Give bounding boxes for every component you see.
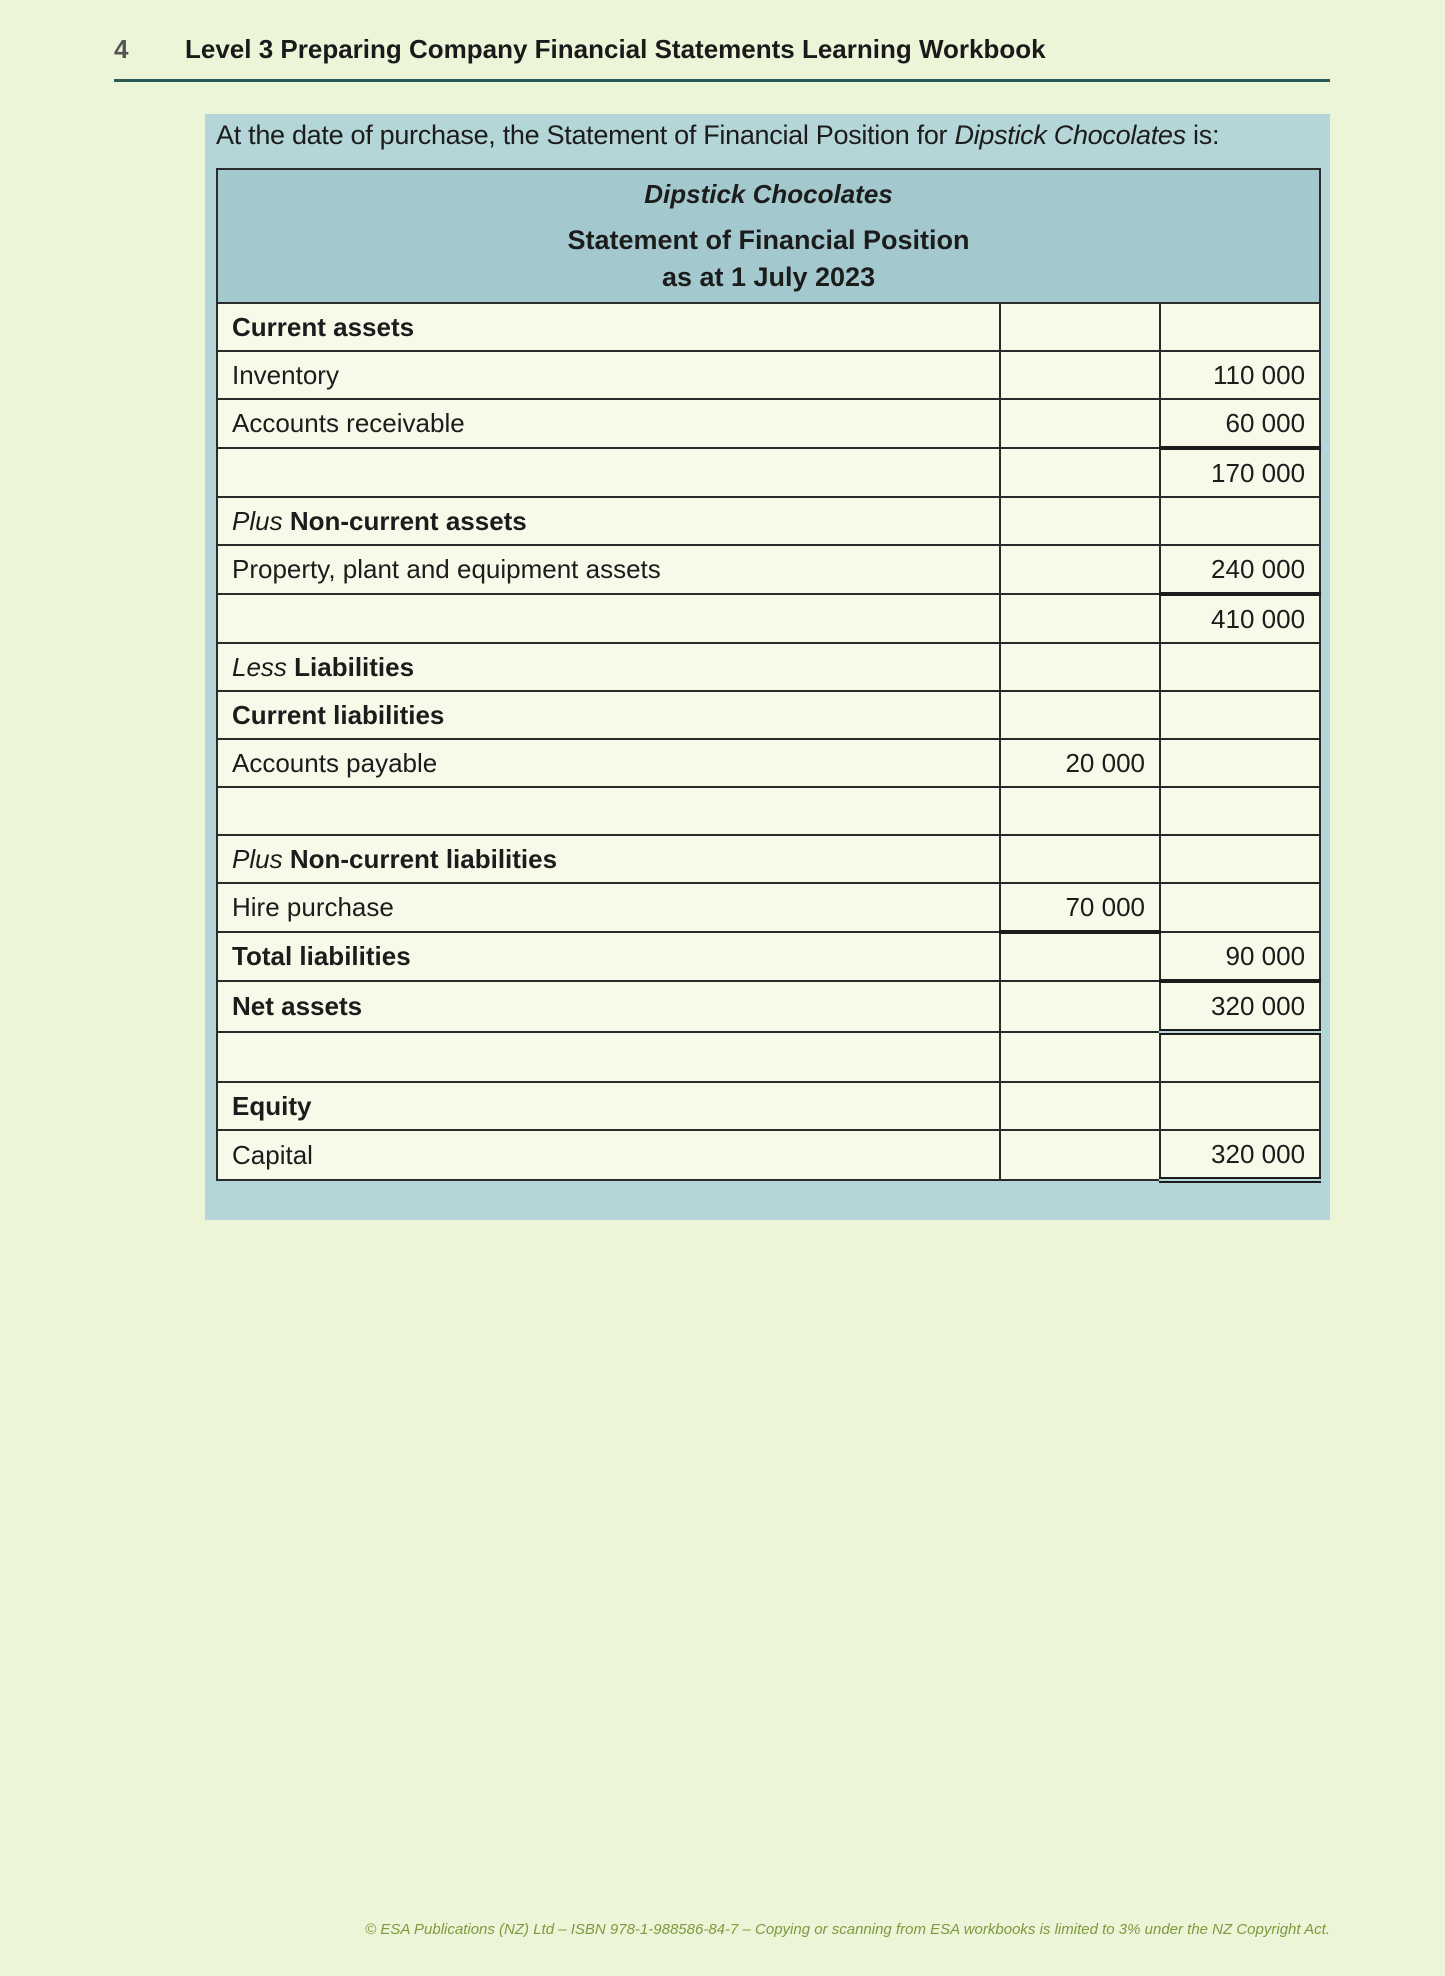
- row-label: Hire purchase: [217, 883, 1000, 932]
- row-col1: [1000, 497, 1160, 545]
- row-col1: [1000, 1032, 1160, 1082]
- row-col1: [1000, 303, 1160, 351]
- row-label: Current liabilities: [217, 691, 1000, 739]
- statement-panel: [205, 114, 1330, 1220]
- row-label: [217, 448, 1000, 497]
- row-prefix: Plus: [232, 843, 283, 874]
- row-label: Net assets: [217, 981, 1000, 1032]
- page-header: [114, 28, 1330, 82]
- row-col2: [1160, 1032, 1320, 1082]
- table-row: [217, 787, 1320, 835]
- row-col1: [1000, 932, 1160, 981]
- row-col1: [1000, 835, 1160, 883]
- row-label: Property, plant and equipment assets: [217, 545, 1000, 594]
- row-label: [217, 787, 1000, 835]
- row-col1: [1000, 594, 1160, 643]
- row-col2: [1160, 691, 1320, 739]
- row-label: [217, 1032, 1000, 1082]
- row-label: Capital: [217, 1130, 1000, 1180]
- row-col2: [1160, 497, 1320, 545]
- row-col1: [1000, 448, 1160, 497]
- row-label-text: Non-current liabilities: [289, 843, 558, 874]
- row-col2: 320 000: [1160, 981, 1320, 1032]
- row-label: Equity: [217, 1082, 1000, 1130]
- row-col2: 170 000: [1160, 448, 1320, 497]
- table-row: [217, 981, 1320, 1032]
- row-prefix: Plus: [232, 505, 283, 536]
- book-title: Level 3 Preparing Company Financial Statements Learning Workbook: [185, 34, 1046, 64]
- row-col2: [1160, 1082, 1320, 1130]
- copyright-footer: © ESA Publications (NZ) Ltd – ISBN 978-1-988586-84-7 – Copying or scanning from ESA workbooks is limited to 3% under the NZ Copyright Act.: [365, 1921, 1330, 1938]
- row-label: [217, 835, 1000, 883]
- table-row: [217, 1082, 1320, 1130]
- table-row: [217, 497, 1320, 545]
- table-row: [217, 1032, 1320, 1082]
- table-row: [217, 883, 1320, 932]
- row-label: [217, 594, 1000, 643]
- table-row: [217, 351, 1320, 399]
- row-col1: [1000, 787, 1160, 835]
- intro-text: [216, 120, 1219, 151]
- table-row: [217, 739, 1320, 787]
- table-row: [217, 835, 1320, 883]
- row-col1: 20 000: [1000, 739, 1160, 787]
- row-label: Accounts payable: [217, 739, 1000, 787]
- row-label: Inventory: [217, 351, 1000, 399]
- row-col1: [1000, 643, 1160, 691]
- row-label: Total liabilities: [217, 932, 1000, 981]
- row-label: Accounts receivable: [217, 399, 1000, 448]
- table-row: [217, 1130, 1320, 1180]
- row-col2: [1160, 643, 1320, 691]
- table-row: [217, 594, 1320, 643]
- table-row: [217, 448, 1320, 497]
- intro-before: At the date of purchase, the Statement of Financial Position for: [216, 120, 955, 150]
- row-col2: [1160, 787, 1320, 835]
- row-col2: 410 000: [1160, 594, 1320, 643]
- table-row: [217, 399, 1320, 448]
- row-prefix: Less: [232, 651, 287, 682]
- table-row: [217, 303, 1320, 351]
- intro-after: is:: [1185, 120, 1220, 150]
- row-col1: 70 000: [1000, 883, 1160, 932]
- row-label-text: Non-current assets: [289, 505, 527, 536]
- row-col2: [1160, 303, 1320, 351]
- financial-position-table: [216, 168, 1321, 1183]
- row-col2: 240 000: [1160, 545, 1320, 594]
- row-col2: [1160, 835, 1320, 883]
- table-row: [217, 691, 1320, 739]
- row-col2: 60 000: [1160, 399, 1320, 448]
- page-number: 4: [114, 34, 129, 64]
- entity-name: Dipstick Chocolates: [644, 179, 893, 209]
- statement-date: as at 1 July 2023: [661, 262, 876, 292]
- row-col1: [1000, 1082, 1160, 1130]
- row-label: [217, 643, 1000, 691]
- row-col1: [1000, 351, 1160, 399]
- row-col1: [1000, 545, 1160, 594]
- row-col2: 320 000: [1160, 1130, 1320, 1180]
- table-row: [217, 643, 1320, 691]
- row-col1: [1000, 1130, 1160, 1180]
- row-label: [217, 497, 1000, 545]
- table-row: [217, 932, 1320, 981]
- table-row: [217, 545, 1320, 594]
- row-label: Current assets: [217, 303, 1000, 351]
- intro-entity: Dipstick Chocolates: [954, 120, 1186, 150]
- row-label-text: Liabilities: [294, 651, 415, 682]
- statement-heading: [217, 169, 1320, 303]
- row-col2: [1160, 883, 1320, 932]
- statement-title: Statement of Financial Position: [567, 225, 970, 255]
- row-col1: [1000, 691, 1160, 739]
- row-col1: [1000, 399, 1160, 448]
- row-col1: [1000, 981, 1160, 1032]
- row-col2: 90 000: [1160, 932, 1320, 981]
- row-col2: [1160, 739, 1320, 787]
- row-col2: 110 000: [1160, 351, 1320, 399]
